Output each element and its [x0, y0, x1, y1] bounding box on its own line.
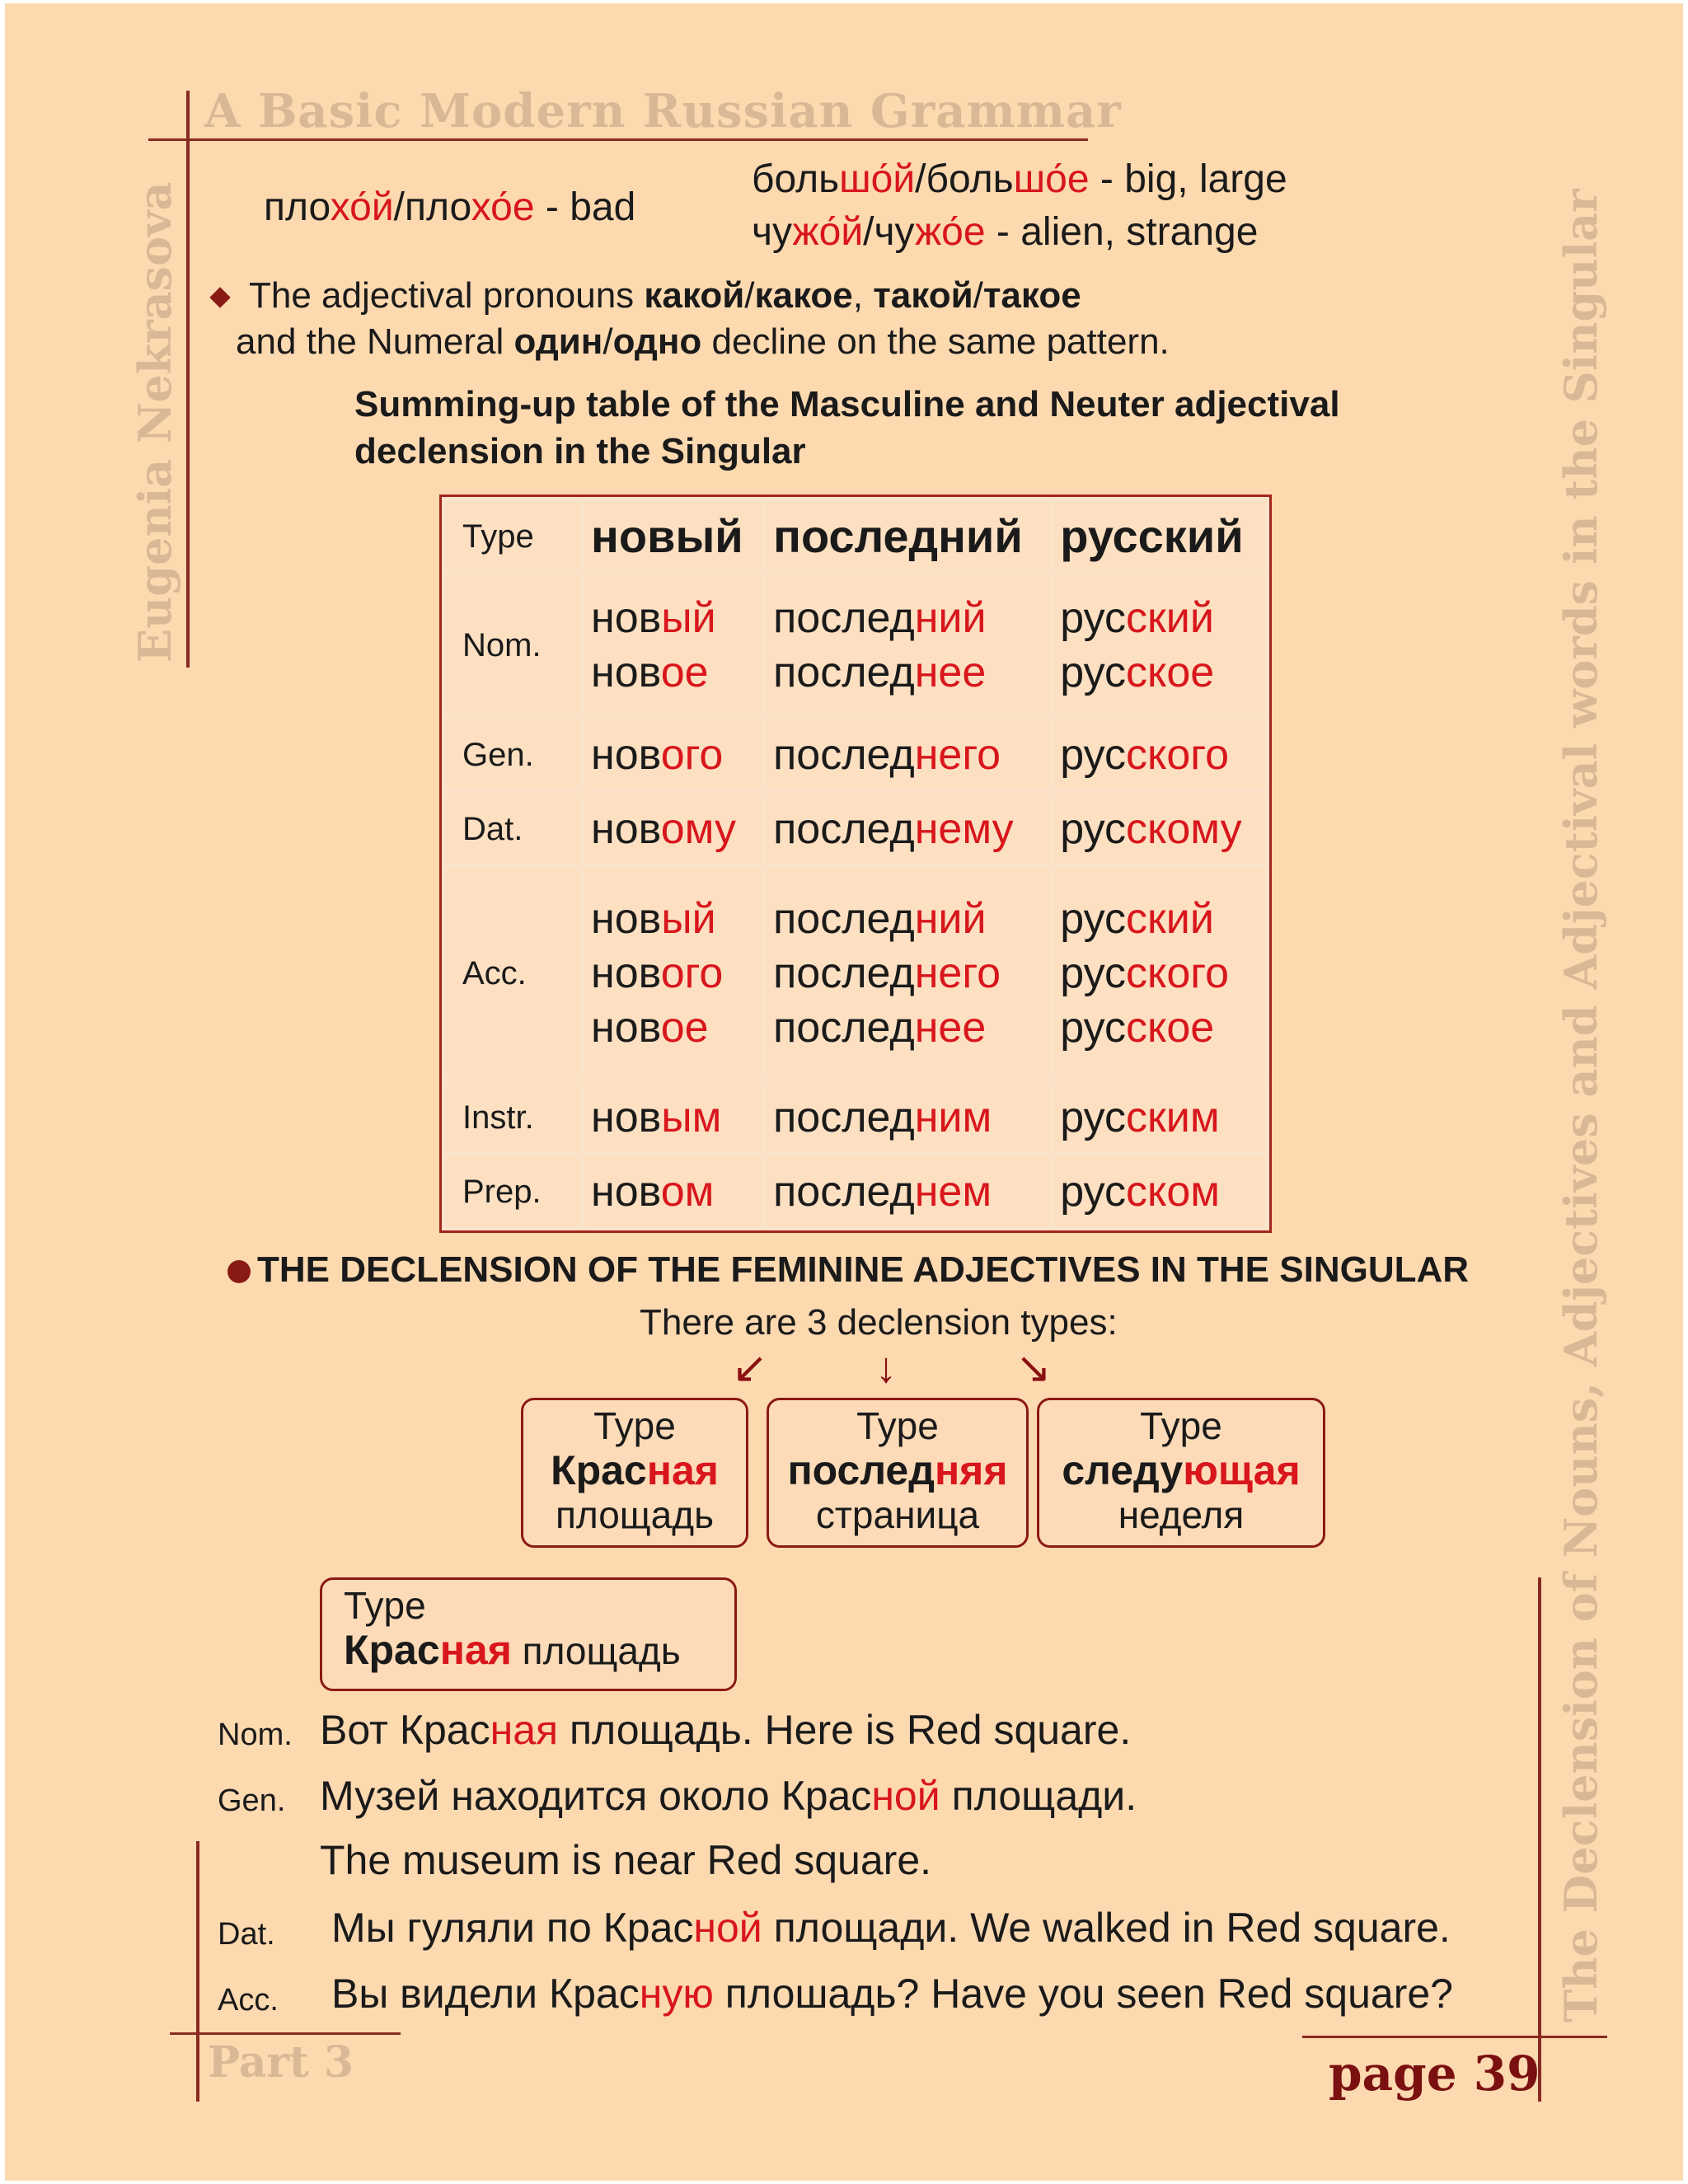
bottom-right-vertical-rule	[1538, 1577, 1541, 2102]
arrow-down-icon: ↓	[875, 1344, 897, 1392]
form-stem: нов	[591, 1003, 661, 1052]
word-form	[591, 728, 756, 782]
form-ending: ском	[1126, 1167, 1221, 1216]
form-ending: ом	[660, 1167, 715, 1216]
type-box-poslednyaya	[767, 1398, 1029, 1548]
adj-ending: ющая	[1183, 1447, 1301, 1493]
form-cell	[767, 575, 1049, 715]
header-adjective: последний	[767, 501, 1049, 571]
sentence-part: площадь. Here is Red square.	[558, 1707, 1132, 1753]
page	[5, 3, 1683, 2181]
type-box-label: Type	[344, 1584, 426, 1627]
bottom-left-horizontal-rule	[170, 2032, 401, 2035]
arrow-down-right-icon: ↘	[1015, 1344, 1052, 1392]
form-stem: послед	[773, 730, 915, 779]
word-form	[773, 946, 1043, 1001]
case-label: Dat.	[446, 794, 580, 864]
example-sentence	[320, 1836, 931, 1884]
note-text: decline on the same pattern.	[701, 321, 1170, 362]
form-ending: ний	[914, 594, 987, 642]
form-stem: послед	[773, 949, 915, 997]
type-box-label: Type	[856, 1404, 939, 1447]
header-type-label: Type	[446, 501, 580, 571]
form-ending: ый	[661, 594, 716, 642]
word-form	[1060, 892, 1259, 946]
word-stem: пло	[264, 185, 331, 229]
adj-stem: Крас	[344, 1627, 440, 1673]
case-label: Acc.	[446, 868, 580, 1078]
form-ending: нему	[914, 804, 1014, 853]
form-ending: ним	[914, 1093, 992, 1141]
note-pronoun: такое	[982, 275, 1081, 316]
form-stem: нов	[591, 1167, 661, 1216]
word-form	[1060, 728, 1259, 782]
form-cell	[1053, 794, 1265, 864]
form-ending: ского	[1126, 949, 1230, 997]
word-form	[591, 892, 756, 946]
word-form	[591, 1090, 756, 1145]
form-cell	[1053, 1156, 1265, 1226]
form-ending: ский	[1126, 894, 1214, 943]
case-label: Prep.	[446, 1156, 580, 1226]
chapter-title: The Declension of Nouns, Adjectives and Adjectival words in the Singular	[1554, 189, 1607, 2022]
form-cell	[767, 794, 1049, 864]
word-form	[1060, 1165, 1259, 1219]
word-big	[752, 157, 1287, 202]
form-cell	[767, 719, 1049, 790]
word-ending: хо́й	[330, 185, 394, 229]
case-label: Gen.	[446, 719, 580, 790]
example-case: Acc.	[218, 1983, 279, 2018]
form-ending: ый	[661, 894, 716, 943]
feminine-heading	[227, 1249, 1469, 1291]
form-stem: рус	[1060, 1003, 1127, 1052]
table-row	[446, 575, 1265, 715]
form-stem: нов	[591, 649, 661, 696]
table-header-row	[446, 501, 1265, 571]
word-stem: /пло	[393, 185, 471, 229]
pronouns-note-line1	[249, 275, 1081, 316]
word-form	[773, 1001, 1043, 1055]
word-bad	[264, 185, 635, 230]
diamond-bullet-icon	[209, 287, 230, 307]
form-stem: послед	[773, 1003, 915, 1052]
form-cell	[1053, 868, 1265, 1078]
sentence-part: Мы гуляли по Крас	[331, 1905, 694, 1951]
form-ending: ым	[661, 1093, 722, 1141]
form-cell	[584, 1156, 762, 1226]
adj-ending: няя	[934, 1447, 1008, 1493]
word-ending: шо́й	[839, 157, 916, 201]
example-sentence	[320, 1772, 1137, 1820]
example-case: Nom.	[218, 1718, 293, 1752]
adj-stem: следу	[1062, 1447, 1184, 1493]
type-box-sleduyushchaya	[1037, 1398, 1325, 1548]
case-label: Nom.	[446, 575, 580, 715]
form-ending: ого	[660, 949, 724, 997]
form-ending: ое	[660, 649, 709, 696]
form-cell	[584, 794, 762, 864]
type-box-noun: площадь	[511, 1629, 681, 1672]
sentence-ending: ной	[693, 1905, 762, 1951]
table-row	[446, 1082, 1265, 1152]
form-stem: послед	[773, 804, 915, 853]
form-ending: нее	[914, 649, 987, 696]
word-stem: /чу	[863, 210, 916, 254]
form-ending: ое	[660, 1003, 709, 1052]
form-stem: рус	[1060, 949, 1127, 997]
form-cell	[767, 1082, 1049, 1152]
form-cell	[1053, 575, 1265, 715]
note-text: and the Numeral	[236, 321, 514, 362]
word-form	[1060, 591, 1259, 645]
bottom-left-vertical-rule	[196, 1841, 199, 2102]
word-form	[773, 728, 1043, 782]
word-form	[591, 802, 756, 856]
type-box-noun: площадь	[555, 1493, 715, 1536]
part-label: Part 3	[208, 2037, 354, 2088]
sentence-part: The museum is near Red square.	[320, 1837, 932, 1883]
word-form	[773, 591, 1043, 645]
word-form	[1060, 645, 1259, 700]
form-stem: рус	[1060, 1093, 1127, 1141]
table-row	[446, 719, 1265, 790]
book-title: A Basic Modern Russian Grammar	[204, 84, 1122, 138]
note-pronoun: какой	[644, 275, 745, 316]
form-stem: послед	[773, 1167, 915, 1216]
form-ending: нем	[914, 1167, 992, 1216]
note-numeral: один	[513, 321, 603, 362]
form-stem: рус	[1060, 1167, 1127, 1216]
word-form	[591, 645, 756, 700]
author-name: Eugenia Nekrasova	[129, 181, 181, 663]
sentence-part: Вы видели Крас	[331, 1971, 640, 2017]
form-stem: послед	[773, 894, 915, 943]
form-ending: ское	[1126, 649, 1215, 696]
word-form	[1060, 946, 1259, 1001]
table-row	[446, 794, 1265, 864]
form-stem: нов	[591, 730, 661, 779]
form-ending: ого	[660, 730, 724, 779]
note-text: ,	[852, 275, 874, 316]
note-text: /	[744, 275, 755, 316]
form-ending: нее	[914, 1003, 987, 1052]
form-stem: нов	[591, 894, 662, 943]
note-text: /	[603, 321, 613, 362]
form-cell	[767, 1156, 1049, 1226]
type-box-phrase	[344, 1628, 734, 1673]
form-ending: ский	[1126, 594, 1214, 642]
form-cell	[584, 575, 762, 715]
form-stem: рус	[1060, 894, 1127, 943]
dot-bullet-icon	[227, 1260, 251, 1283]
word-stem: /боль	[915, 157, 1014, 201]
word-ending: жо́е	[915, 210, 986, 254]
type-box-label: Type	[1140, 1404, 1222, 1447]
word-alien	[752, 209, 1258, 255]
table-title-line1: Summing-up table of the Masculine and Neuter adjectival	[354, 384, 1340, 424]
adj-stem: послед	[787, 1447, 935, 1493]
masc-neuter-declension-table	[439, 494, 1272, 1233]
form-cell	[1053, 1082, 1265, 1152]
word-form	[591, 946, 756, 1001]
arrow-down-left-icon: ↙	[732, 1344, 768, 1392]
note-text: /	[973, 275, 983, 316]
word-form	[773, 645, 1043, 700]
form-ending: него	[914, 730, 1001, 779]
form-stem: послед	[773, 594, 915, 642]
table-row	[446, 868, 1265, 1078]
form-stem: рус	[1060, 730, 1127, 779]
type-box-adjective	[769, 1448, 1026, 1493]
type-box-noun: страница	[815, 1493, 980, 1536]
word-gloss: - big, large	[1089, 157, 1287, 201]
form-stem: послед	[773, 1093, 915, 1141]
sentence-part: площади.	[940, 1773, 1137, 1819]
form-stem: рус	[1060, 649, 1127, 696]
word-form	[773, 1165, 1043, 1219]
form-cell	[584, 1082, 762, 1152]
form-stem: рус	[1060, 804, 1127, 853]
word-form	[773, 1090, 1043, 1145]
pronouns-note-line2	[236, 321, 1170, 363]
header-adjective: новый	[584, 501, 762, 571]
note-text: The adjectival pronouns	[249, 275, 645, 316]
header-adjective: русский	[1053, 501, 1265, 571]
form-stem: нов	[591, 1093, 662, 1141]
example-sentence	[331, 1904, 1451, 1952]
form-cell	[584, 719, 762, 790]
word-form	[591, 591, 756, 645]
form-stem: нов	[591, 804, 661, 853]
adj-stem: Крас	[551, 1447, 647, 1493]
form-ending: ским	[1126, 1093, 1220, 1141]
form-stem: нов	[591, 594, 662, 642]
sentence-part: площади. We walked in Red square.	[762, 1905, 1451, 1951]
top-horizontal-rule	[148, 138, 1088, 141]
note-pronoun: такой	[873, 275, 973, 316]
example-case: Dat.	[218, 1917, 275, 1952]
type-box-label: Type	[593, 1404, 676, 1447]
note-numeral: одно	[612, 321, 702, 362]
form-ending: ому	[660, 804, 736, 853]
word-ending: хо́е	[471, 185, 535, 229]
type-box-noun: неделя	[1118, 1493, 1245, 1536]
word-ending: жо́й	[792, 210, 864, 254]
table-title-line2: declension in the Singular	[354, 431, 806, 471]
form-ending: ского	[1126, 730, 1230, 779]
type-box-adjective	[523, 1448, 746, 1493]
word-form	[773, 892, 1043, 946]
word-gloss: - alien, strange	[985, 210, 1259, 254]
feminine-heading-text: THE DECLENSION OF THE FEMININE ADJECTIVES IN THE SINGULAR	[257, 1249, 1470, 1290]
word-stem: чу	[752, 210, 793, 254]
word-form	[591, 1001, 756, 1055]
form-cell	[767, 868, 1049, 1078]
form-ending: ний	[914, 894, 987, 943]
word-form	[1060, 1001, 1259, 1055]
case-label: Instr.	[446, 1082, 580, 1152]
form-ending: скому	[1126, 804, 1242, 853]
form-ending: него	[914, 949, 1001, 997]
example-sentence	[320, 1706, 1131, 1754]
adj-ending: ная	[439, 1627, 512, 1673]
word-form	[1060, 802, 1259, 856]
word-stem: боль	[752, 157, 840, 201]
word-form	[1060, 1090, 1259, 1145]
sentence-part: плошадь? Have you seen Red square?	[713, 1971, 1453, 2017]
type-box-krasnaya	[521, 1398, 748, 1548]
sentence-ending: ную	[639, 1971, 714, 2017]
sentence-ending: ная	[490, 1707, 559, 1753]
declension-types-line: There are 3 declension types:	[640, 1302, 1118, 1343]
table-title	[354, 381, 1340, 475]
type-box-adjective	[1039, 1448, 1323, 1493]
example-type-box	[320, 1577, 737, 1691]
word-form	[591, 1165, 756, 1219]
form-stem: нов	[591, 949, 661, 997]
form-stem: рус	[1060, 594, 1127, 642]
word-gloss: - bad	[534, 185, 636, 229]
example-sentence	[331, 1970, 1453, 2018]
sentence-ending: ной	[871, 1773, 940, 1819]
form-cell	[1053, 719, 1265, 790]
note-pronoun: какое	[754, 275, 853, 316]
bottom-right-horizontal-rule	[1302, 2036, 1607, 2038]
form-ending: ское	[1126, 1003, 1215, 1052]
form-cell	[584, 868, 762, 1078]
adj-ending: ная	[646, 1447, 719, 1493]
sentence-part: Музей находится около Крас	[320, 1773, 872, 1819]
table-row	[446, 1156, 1265, 1226]
word-ending: шо́е	[1013, 157, 1090, 201]
form-stem: послед	[773, 649, 915, 696]
sentence-part: Вот Крас	[320, 1707, 490, 1753]
example-case: Gen.	[218, 1783, 286, 1818]
page-number: page 39	[1329, 2046, 1540, 2102]
word-form	[773, 802, 1043, 856]
